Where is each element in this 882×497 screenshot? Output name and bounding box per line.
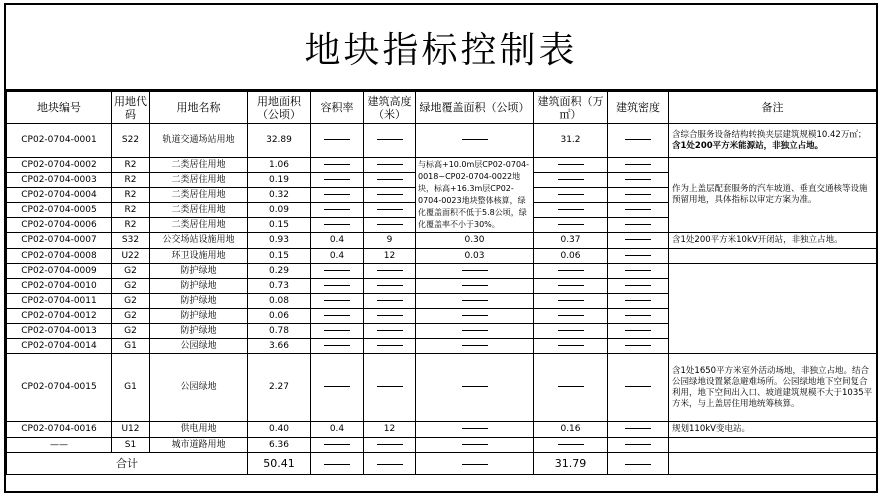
- cell-ratio: 0.4: [311, 233, 364, 249]
- cell-density: [608, 324, 669, 339]
- cell-height: 9: [364, 233, 416, 249]
- empty-dash: [558, 315, 584, 316]
- cell-code: S32: [112, 233, 150, 249]
- total-height: [364, 453, 416, 475]
- empty-dash: [558, 194, 584, 195]
- cell-area: 0.93: [248, 233, 311, 249]
- empty-dash: [625, 386, 651, 387]
- total-density: [608, 453, 669, 475]
- cell-height: [364, 279, 416, 294]
- total-label: 合计: [7, 453, 248, 475]
- cell-build: [534, 264, 608, 279]
- empty-dash: [462, 139, 488, 140]
- table-row: [7, 354, 877, 422]
- cell-name: 防护绿地: [150, 324, 248, 339]
- empty-dash: [324, 330, 350, 331]
- cell-id: CP02-0704-0011: [7, 294, 112, 309]
- cell-height: [364, 173, 416, 188]
- cell-id: CP02-0704-0006: [7, 218, 112, 233]
- cell-area: 0.73: [248, 279, 311, 294]
- empty-dash: [377, 224, 403, 225]
- empty-dash: [377, 179, 403, 180]
- cell-area: 0.15: [248, 249, 311, 264]
- empty-dash: [377, 139, 403, 140]
- cell-green: 0.30: [416, 233, 534, 249]
- cell-name: 公交场站设施用地: [150, 233, 248, 249]
- cell-height: [364, 309, 416, 324]
- cell-name: 城市道路用地: [150, 438, 248, 453]
- total-area: 50.41: [248, 453, 311, 475]
- empty-dash: [377, 444, 403, 445]
- empty-dash: [558, 224, 584, 225]
- cell-name: 防护绿地: [150, 294, 248, 309]
- cell-height: [364, 438, 416, 453]
- cell-density: [608, 354, 669, 422]
- cell-density: [608, 438, 669, 453]
- cell-height: 12: [364, 249, 416, 264]
- empty-dash: [377, 164, 403, 165]
- col-header: 用地代码: [112, 92, 150, 124]
- note-cell: [669, 264, 877, 354]
- cell-build: [534, 279, 608, 294]
- page-title: 地块指标控制表: [6, 5, 876, 91]
- cell-id: CP02-0704-0002: [7, 158, 112, 173]
- cell-height: [364, 324, 416, 339]
- empty-dash: [625, 315, 651, 316]
- cell-ratio: [311, 438, 364, 453]
- empty-dash: [377, 315, 403, 316]
- cell-name: 公园绿地: [150, 354, 248, 422]
- cell-build: [534, 188, 608, 203]
- col-header: 备注: [669, 92, 877, 124]
- empty-dash: [625, 300, 651, 301]
- indicator-table: [6, 91, 877, 475]
- cell-area: 0.08: [248, 294, 311, 309]
- empty-dash: [625, 428, 651, 429]
- cell-density: [608, 309, 669, 324]
- cell-green: [416, 279, 534, 294]
- cell-code: G2: [112, 309, 150, 324]
- cell-code: S1: [112, 438, 150, 453]
- cell-id: CP02-0704-0013: [7, 324, 112, 339]
- cell-code: R2: [112, 158, 150, 173]
- cell-green: [416, 124, 534, 158]
- cell-id: CP02-0704-0016: [7, 422, 112, 438]
- empty-dash: [625, 330, 651, 331]
- empty-dash: [625, 179, 651, 180]
- cell-code: G2: [112, 279, 150, 294]
- cell-green: [416, 422, 534, 438]
- cell-build: [534, 294, 608, 309]
- cell-density: [608, 233, 669, 249]
- col-header: 地块编号: [7, 92, 112, 124]
- cell-ratio: [311, 264, 364, 279]
- empty-dash: [558, 386, 584, 387]
- col-header: 建筑面积（万㎡）: [534, 92, 608, 124]
- cell-green: [416, 354, 534, 422]
- cell-green: [416, 264, 534, 279]
- cell-green: [416, 324, 534, 339]
- cell-ratio: [311, 339, 364, 354]
- cell-area: 0.06: [248, 309, 311, 324]
- cell-density: [608, 218, 669, 233]
- cell-name: 防护绿地: [150, 264, 248, 279]
- empty-dash: [462, 428, 488, 429]
- cell-name: 环卫设施用地: [150, 249, 248, 264]
- cell-code: U12: [112, 422, 150, 438]
- cell-density: [608, 279, 669, 294]
- empty-dash: [324, 270, 350, 271]
- cell-ratio: [311, 354, 364, 422]
- total-green: [416, 453, 534, 475]
- cell-height: [364, 158, 416, 173]
- cell-id: CP02-0704-0003: [7, 173, 112, 188]
- cell-green: [416, 339, 534, 354]
- total-ratio: [311, 453, 364, 475]
- cell-build: 0.16: [534, 422, 608, 438]
- cell-name: 二类居住用地: [150, 158, 248, 173]
- cell-ratio: [311, 324, 364, 339]
- cell-code: G2: [112, 264, 150, 279]
- cell-id: CP02-0704-0009: [7, 264, 112, 279]
- cell-id: CP02-0704-0010: [7, 279, 112, 294]
- empty-dash: [377, 464, 403, 465]
- empty-dash: [377, 209, 403, 210]
- empty-dash: [324, 315, 350, 316]
- table-row: [7, 124, 877, 158]
- cell-ratio: [311, 203, 364, 218]
- empty-dash: [625, 444, 651, 445]
- empty-dash: [625, 255, 651, 256]
- cell-ratio: 0.4: [311, 422, 364, 438]
- empty-dash: [462, 300, 488, 301]
- empty-dash: [462, 386, 488, 387]
- cell-name: 二类居住用地: [150, 203, 248, 218]
- empty-dash: [558, 179, 584, 180]
- empty-dash: [324, 444, 350, 445]
- empty-dash: [558, 209, 584, 210]
- col-header: 用地名称: [150, 92, 248, 124]
- cell-height: [364, 339, 416, 354]
- cell-height: [364, 203, 416, 218]
- col-header: 用地面积（公顷）: [248, 92, 311, 124]
- empty-dash: [324, 139, 350, 140]
- empty-dash: [625, 224, 651, 225]
- empty-dash: [377, 345, 403, 346]
- cell-build: [534, 173, 608, 188]
- empty-dash: [377, 330, 403, 331]
- cell-build: 0.37: [534, 233, 608, 249]
- cell-height: [364, 124, 416, 158]
- empty-dash: [558, 345, 584, 346]
- cell-density: [608, 203, 669, 218]
- col-header: 绿地覆盖面积（公顷）: [416, 92, 534, 124]
- cell-density: [608, 294, 669, 309]
- cell-ratio: [311, 218, 364, 233]
- empty-dash: [462, 345, 488, 346]
- cell-build: [534, 203, 608, 218]
- empty-dash: [558, 285, 584, 286]
- cell-name: 供电用地: [150, 422, 248, 438]
- cell-name: 公园绿地: [150, 339, 248, 354]
- cell-area: 0.09: [248, 203, 311, 218]
- cell-ratio: 0.4: [311, 249, 364, 264]
- cell-height: [364, 264, 416, 279]
- empty-dash: [377, 270, 403, 271]
- cell-build: [534, 218, 608, 233]
- cell-green: [416, 438, 534, 453]
- empty-dash: [324, 464, 350, 465]
- note-cell: [669, 124, 877, 158]
- empty-dash: [558, 444, 584, 445]
- empty-dash: [377, 300, 403, 301]
- cell-density: [608, 158, 669, 173]
- empty-dash: [625, 345, 651, 346]
- empty-dash: [324, 345, 350, 346]
- cell-area: 0.32: [248, 188, 311, 203]
- cell-code: R2: [112, 203, 150, 218]
- empty-dash: [625, 464, 651, 465]
- empty-dash: [462, 270, 488, 271]
- cell-build: [534, 324, 608, 339]
- empty-dash: [377, 285, 403, 286]
- col-header: 容积率: [311, 92, 364, 124]
- empty-dash: [324, 164, 350, 165]
- empty-dash: [625, 270, 651, 271]
- cell-id: CP02-0704-0004: [7, 188, 112, 203]
- cell-ratio: [311, 173, 364, 188]
- cell-name: 防护绿地: [150, 279, 248, 294]
- cell-id: CP02-0704-0001: [7, 124, 112, 158]
- cell-area: 6.36: [248, 438, 311, 453]
- cell-code: G1: [112, 339, 150, 354]
- table-row: [7, 158, 877, 173]
- empty-dash: [558, 164, 584, 165]
- empty-dash: [324, 300, 350, 301]
- empty-dash: [462, 444, 488, 445]
- cell-name: 二类居住用地: [150, 218, 248, 233]
- total-note: [669, 453, 877, 475]
- cell-build: [534, 354, 608, 422]
- cell-id: CP02-0704-0014: [7, 339, 112, 354]
- table-row: [7, 264, 877, 279]
- empty-dash: [625, 239, 651, 240]
- header-row: [7, 92, 877, 124]
- empty-dash: [462, 330, 488, 331]
- cell-code: G2: [112, 324, 150, 339]
- green-area-note: 与标高+10.0m层CP02-0704-0018~CP02-0704-0022地块，标高+16.3m层CP02-0704-0023地块整体核算，绿化覆盖面积不低于5.8公顷，绿化覆盖率不小于30%。: [416, 158, 534, 233]
- note-text-bold: 含1处200平方米能源站，非独立占地。: [672, 140, 824, 151]
- cell-id: CP02-0704-0012: [7, 309, 112, 324]
- cell-id: CP02-0704-0005: [7, 203, 112, 218]
- cell-code: U22: [112, 249, 150, 264]
- empty-dash: [377, 386, 403, 387]
- note-cell: 含1处200平方米10kV开闭站，非独立占地。: [669, 233, 877, 249]
- empty-dash: [625, 285, 651, 286]
- cell-ratio: [311, 124, 364, 158]
- empty-dash: [324, 209, 350, 210]
- empty-dash: [462, 464, 488, 465]
- control-table-frame: [4, 3, 878, 493]
- cell-area: 2.27: [248, 354, 311, 422]
- cell-build: [534, 309, 608, 324]
- note-cell: 作为上盖层配套服务的汽车坡道、垂直交通核等设施预留用地，具体指标以审定方案为准。: [669, 158, 877, 233]
- empty-dash: [324, 194, 350, 195]
- cell-ratio: [311, 279, 364, 294]
- cell-code: R2: [112, 218, 150, 233]
- cell-name: 轨道交通场站用地: [150, 124, 248, 158]
- cell-area: 0.15: [248, 218, 311, 233]
- cell-name: 防护绿地: [150, 309, 248, 324]
- note-cell: [669, 249, 877, 264]
- cell-green: 0.03: [416, 249, 534, 264]
- empty-dash: [462, 315, 488, 316]
- empty-dash: [558, 330, 584, 331]
- cell-build: 31.2: [534, 124, 608, 158]
- cell-area: 0.40: [248, 422, 311, 438]
- note-cell: 规划110kV变电站。: [669, 422, 877, 438]
- cell-density: [608, 188, 669, 203]
- total-build: 31.79: [534, 453, 608, 475]
- empty-dash: [558, 300, 584, 301]
- cell-area: 3.66: [248, 339, 311, 354]
- cell-area: 0.29: [248, 264, 311, 279]
- cell-green: [416, 294, 534, 309]
- empty-dash: [625, 209, 651, 210]
- cell-density: [608, 249, 669, 264]
- cell-ratio: [311, 294, 364, 309]
- cell-name: 二类居住用地: [150, 188, 248, 203]
- empty-dash: [324, 179, 350, 180]
- total-row: [7, 453, 877, 475]
- cell-density: [608, 124, 669, 158]
- cell-build: [534, 339, 608, 354]
- empty-dash: [625, 194, 651, 195]
- cell-area: 1.06: [248, 158, 311, 173]
- cell-ratio: [311, 188, 364, 203]
- empty-dash: [625, 164, 651, 165]
- note-cell: [669, 438, 877, 453]
- empty-dash: [324, 224, 350, 225]
- cell-code: R2: [112, 188, 150, 203]
- empty-dash: [558, 270, 584, 271]
- cell-ratio: [311, 309, 364, 324]
- cell-height: [364, 188, 416, 203]
- cell-build: 0.06: [534, 249, 608, 264]
- cell-build: [534, 158, 608, 173]
- cell-height: 12: [364, 422, 416, 438]
- cell-density: [608, 422, 669, 438]
- cell-ratio: [311, 158, 364, 173]
- empty-dash: [377, 194, 403, 195]
- cell-code: G2: [112, 294, 150, 309]
- cell-area: 0.78: [248, 324, 311, 339]
- cell-height: [364, 294, 416, 309]
- cell-id: CP02-0704-0007: [7, 233, 112, 249]
- cell-area: 0.19: [248, 173, 311, 188]
- cell-id: CP02-0704-0008: [7, 249, 112, 264]
- cell-build: [534, 438, 608, 453]
- cell-area: 32.89: [248, 124, 311, 158]
- cell-code: G1: [112, 354, 150, 422]
- cell-density: [608, 339, 669, 354]
- table-row: [7, 233, 877, 249]
- note-text: 含综合服务设备结构转换夹层建筑规模10.42万㎡；: [672, 129, 867, 140]
- col-header: 建筑密度: [608, 92, 669, 124]
- cell-height: [364, 218, 416, 233]
- cell-green: [416, 309, 534, 324]
- cell-id: ——: [7, 438, 112, 453]
- cell-height: [364, 354, 416, 422]
- cell-name: 二类居住用地: [150, 173, 248, 188]
- table-row: [7, 422, 877, 438]
- empty-dash: [462, 285, 488, 286]
- cell-density: [608, 173, 669, 188]
- col-header: 建筑高度（米）: [364, 92, 416, 124]
- note-cell: 含1处1650平方米室外活动场地，非独立占地。结合公园绿地设置紧急避难场所。公园绿地地下空间复合利用，地下空间出入口、坡道建筑规模不大于1035平方米，与上盖居住用地统筹核算。: [669, 354, 877, 422]
- empty-dash: [625, 139, 651, 140]
- table-row: [7, 249, 877, 264]
- cell-id: CP02-0704-0015: [7, 354, 112, 422]
- cell-code: S22: [112, 124, 150, 158]
- empty-dash: [324, 386, 350, 387]
- table-row: [7, 438, 877, 453]
- cell-density: [608, 264, 669, 279]
- empty-dash: [324, 285, 350, 286]
- cell-code: R2: [112, 173, 150, 188]
